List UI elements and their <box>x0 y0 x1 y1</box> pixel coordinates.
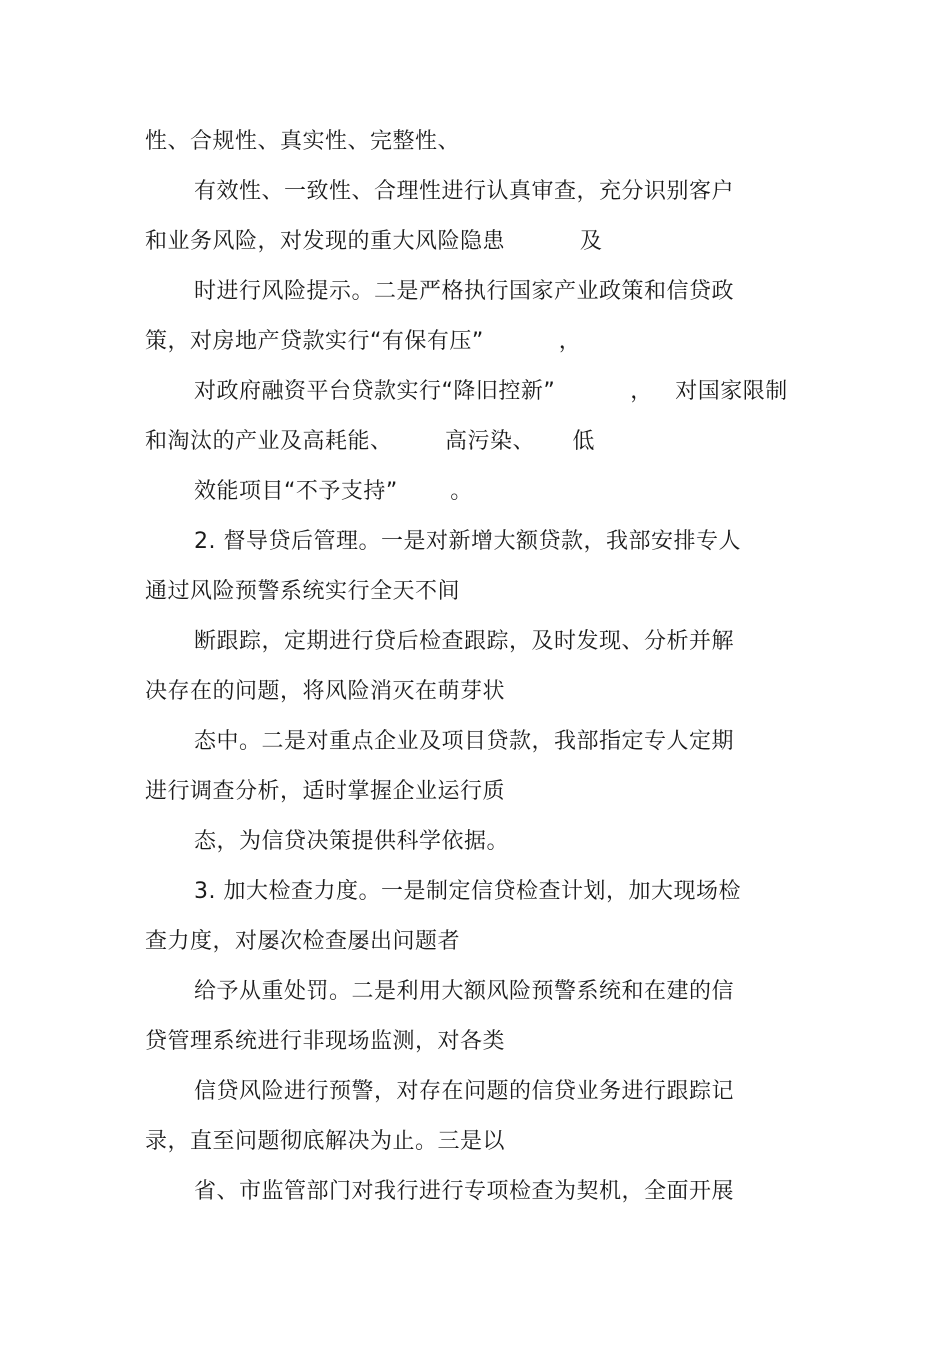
text-line: 信贷风险进行预警，对存在问题的信贷业务进行跟踪记 <box>194 1079 735 1104</box>
text-line: 给予从重处罚。二是利用大额风险预警系统和在建的信 <box>194 979 735 1004</box>
text-line: 时进行风险提示。二是严格执行国家产业政策和信贷政 <box>194 279 735 304</box>
text-line: 态中。二是对重点企业及项目贷款，我部指定专人定期 <box>194 729 735 754</box>
text-line: 效能项目“不予支持” 。 <box>194 479 473 504</box>
text-line: 3. 加大检查力度。一是制定信贷检查计划，加大现场检 <box>194 879 741 904</box>
text-line: 进行调查分析，适时掌握企业运行质 <box>145 779 506 804</box>
text-line: 省、市监管部门对我行进行专项检查为契机，全面开展 <box>194 1179 735 1204</box>
text-line: 和业务风险，对发现的重大风险隐患 及 <box>145 229 603 254</box>
text-line: 策，对房地产贷款实行“有保有压” ， <box>145 329 582 354</box>
text-line: 对政府融资平台贷款实行“降旧控新” ， 对国家限制 <box>194 379 788 404</box>
text-line: 和淘汰的产业及高耗能、 高污染、 低 <box>145 429 595 454</box>
text-line: 2. 督导贷后管理。一是对新增大额贷款，我部安排专人 <box>194 529 741 554</box>
text-line: 录，直至问题彻底解决为止。三是以 <box>145 1129 506 1154</box>
text-line: 通过风险预警系统实行全天不间 <box>145 579 461 604</box>
text-line: 性、合规性、真实性、完整性、 <box>145 129 461 154</box>
text-line: 有效性、一致性、合理性进行认真审查，充分识别客户 <box>194 179 735 204</box>
text-line: 查力度，对屡次检查屡出问题者 <box>145 929 461 954</box>
text-line: 贷管理系统进行非现场监测，对各类 <box>145 1029 506 1054</box>
text-line: 断跟踪，定期进行贷后检查跟踪，及时发现、分析并解 <box>194 629 735 654</box>
text-line: 态，为信贷决策提供科学依据。 <box>194 829 510 854</box>
text-line: 决存在的问题，将风险消灭在萌芽状 <box>145 679 506 704</box>
